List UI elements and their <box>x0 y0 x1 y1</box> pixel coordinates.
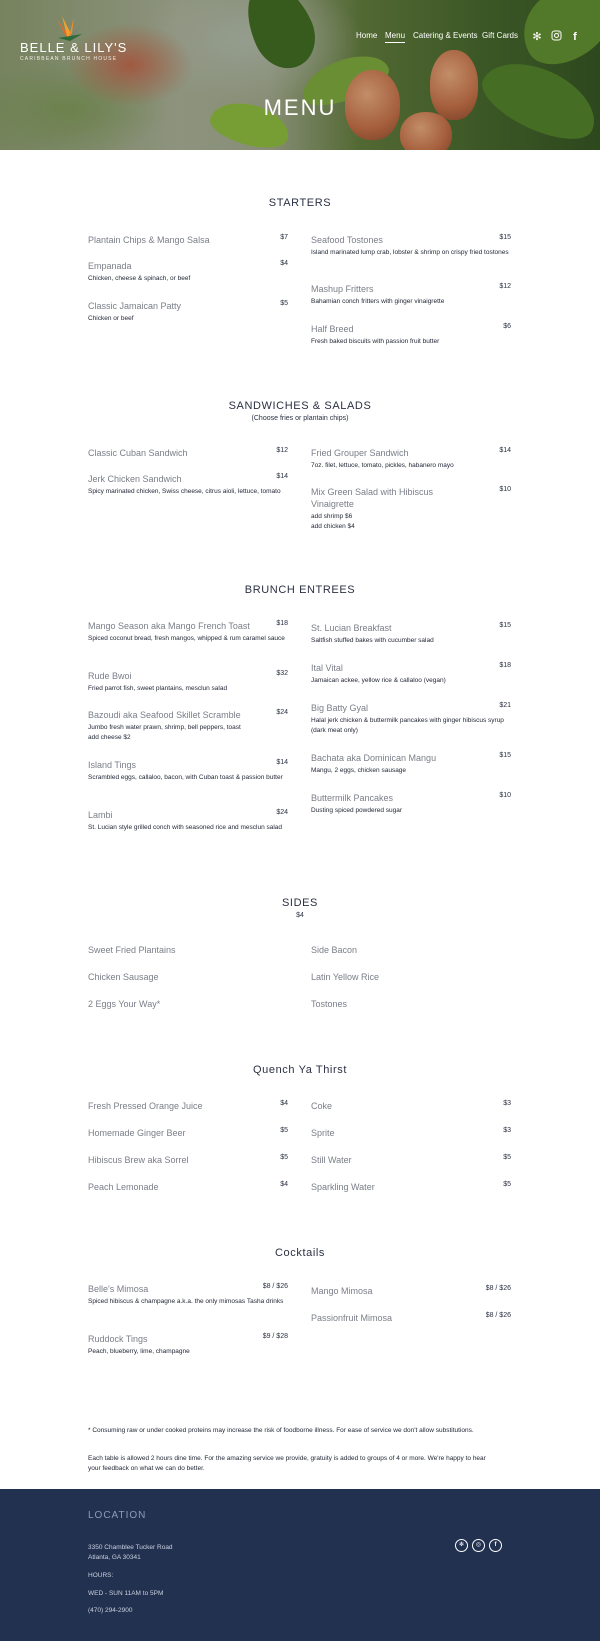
item-price: $5 <box>503 1181 511 1188</box>
menu-item <box>88 809 288 833</box>
item-description: Jamaican ackee, yellow rice & callaloo (vegan) <box>311 677 446 684</box>
item-description: Dusting spiced powdered sugar <box>311 807 403 814</box>
item-name: Mashup Fritters <box>311 284 374 294</box>
section-title-sandwiches: SANDWICHES & SALADS <box>228 400 372 412</box>
menu-item <box>311 1312 511 1324</box>
menu-item <box>311 1127 511 1139</box>
item-price: $14 <box>276 759 288 766</box>
menu-item <box>88 473 288 497</box>
item-name: Mango Season aka Mango French Toast <box>88 621 250 631</box>
hours-text: WED - SUN 11AM to 5PM <box>88 1590 164 1597</box>
menu-item <box>88 1100 288 1112</box>
item-price: $8 / $26 <box>262 1283 288 1290</box>
item-price: $24 <box>276 709 288 716</box>
item-price: $3 <box>503 1127 511 1134</box>
item-price: $4 <box>280 1181 288 1188</box>
menu-item <box>311 1285 511 1297</box>
item-price: $10 <box>499 792 511 799</box>
menu-item <box>311 971 511 983</box>
item-description: 7oz. filet, lettuce, tomato, pickles, habanero mayo <box>311 462 454 469</box>
item-name: Lambi <box>88 810 113 820</box>
logo-tagline: CARIBBEAN BRUNCH HOUSE <box>20 56 118 62</box>
allergy-note: * Consuming raw or under cooked proteins may increase the risk of foodborne illness. For ease of service we don't allow substitutions. <box>88 1427 474 1434</box>
instagram-icon[interactable] <box>549 30 563 44</box>
item-name: Side Bacon <box>311 945 358 955</box>
item-description: Bahamian conch fritters with ginger vinaigrette <box>311 298 445 305</box>
item-description: St. Lucian style grilled conch with seasoned rice and mesclun salad <box>88 824 283 831</box>
item-name: Classic Jamaican Patty <box>88 301 182 311</box>
item-name: Latin Yellow Rice <box>311 972 380 982</box>
item-name: Hibiscus Brew aka Sorrel <box>88 1155 189 1165</box>
item-description: Spiced hibiscus & champagne a.k.a. the only mimosas Tasha drinks <box>88 1298 284 1305</box>
section-title-brunch: BRUNCH ENTREES <box>244 584 356 596</box>
footer-title: LOCATION <box>88 1510 147 1521</box>
item-name: Rude Bwoi <box>88 671 132 681</box>
item-name: Homemade Ginger Beer <box>88 1128 186 1138</box>
item-price: $4 <box>280 260 288 267</box>
item-name: Fried Grouper Sandwich <box>311 448 409 458</box>
item-name: Island Tings <box>88 760 137 770</box>
item-name: Buttermilk Pancakes <box>311 793 394 803</box>
menu-item <box>88 447 288 459</box>
item-name: Ruddock Tings <box>88 1334 148 1344</box>
item-price: $15 <box>499 234 511 241</box>
menu-item <box>311 702 511 736</box>
menu-item <box>88 971 288 983</box>
facebook-icon[interactable]: f <box>489 1539 502 1552</box>
item-name: Mango Mimosa <box>311 1286 373 1296</box>
menu-item <box>311 283 511 307</box>
item-description: Spicy marinated chicken, Swiss cheese, citrus aioli, lettuce, tomato <box>88 488 281 495</box>
section-subtitle: $4 <box>296 912 304 919</box>
menu-item <box>88 1127 288 1139</box>
item-name: Empanada <box>88 261 132 271</box>
item-name: Big Batty Gyal <box>311 703 369 713</box>
phone-number[interactable]: (470) 294-2900 <box>88 1607 133 1614</box>
item-price: $12 <box>276 447 288 454</box>
item-description: add shrimp $6 add chicken $4 <box>311 513 355 530</box>
item-price: $4 <box>280 1100 288 1107</box>
item-description: Chicken, cheese & spinach, or beef <box>88 275 191 282</box>
menu-item <box>311 447 511 471</box>
menu-item <box>88 1333 288 1357</box>
menu-item <box>88 234 288 246</box>
menu-item <box>311 998 511 1010</box>
item-name: Peach Lemonade <box>88 1182 159 1192</box>
item-description: Spiced coconut bread, fresh mangos, whipped & rum caramel sauce <box>88 635 285 642</box>
item-price: $3 <box>503 1100 511 1107</box>
item-price: $14 <box>276 473 288 480</box>
logo-name: BELLE & LILY'S <box>20 40 128 55</box>
menu-item <box>311 944 511 956</box>
nav-gift-cards[interactable]: Gift Cards <box>482 31 519 40</box>
item-price: $8 / $26 <box>485 1312 511 1319</box>
item-name: St. Lucian Breakfast <box>311 623 392 633</box>
item-name: Bazoudi aka Seafood Skillet Scramble <box>88 710 241 720</box>
item-name: Fresh Pressed Orange Juice <box>88 1101 203 1111</box>
menu-item <box>88 260 288 284</box>
item-name: Ital Vital <box>311 663 343 673</box>
item-name: Sprite <box>311 1128 335 1138</box>
menu-item <box>311 622 511 646</box>
item-price: $32 <box>276 670 288 677</box>
item-price: $12 <box>499 283 511 290</box>
facebook-icon[interactable]: f <box>573 31 577 43</box>
item-name: Classic Cuban Sandwich <box>88 448 188 458</box>
item-name: 2 Eggs Your Way* <box>88 999 161 1009</box>
item-price: $7 <box>280 234 288 241</box>
item-description: Jumbo fresh water prawn, shrimp, bell peppers, toast add cheese $2 <box>88 724 241 741</box>
item-price: $5 <box>280 1127 288 1134</box>
yelp-icon[interactable]: ✻ <box>455 1539 468 1552</box>
item-price: $5 <box>280 300 288 307</box>
menu-item <box>88 944 288 956</box>
item-description: Chicken or beef <box>88 315 134 322</box>
page-title: MENU <box>263 95 337 120</box>
item-price: $15 <box>499 622 511 629</box>
item-name: Passionfruit Mimosa <box>311 1313 393 1323</box>
address-line-2: Atlanta, GA 30341 <box>88 1554 141 1561</box>
item-description: Peach, blueberry, lime, champagne <box>88 1348 190 1355</box>
item-name: Mix Green Salad with Hibiscus Vinaigrette <box>311 487 434 509</box>
menu-item <box>311 1154 511 1166</box>
item-description: Island marinated lump crab, lobster & shrimp on crispy fried tostones <box>311 249 509 256</box>
item-price: $8 / $26 <box>485 1285 511 1292</box>
item-price: $24 <box>276 809 288 816</box>
item-description: Scrambled eggs, callaloo, bacon, with Cuban toast & passion butter <box>88 774 283 781</box>
item-description: Fresh baked biscuits with passion fruit butter <box>311 338 440 345</box>
item-name: Coke <box>311 1101 333 1111</box>
menu-item <box>88 1181 288 1193</box>
menu-item <box>88 300 288 324</box>
item-price: $18 <box>499 662 511 669</box>
footer <box>0 1489 600 1641</box>
main-nav <box>0 31 600 47</box>
menu-item <box>311 662 511 686</box>
menu-item <box>88 759 288 783</box>
menu-item <box>88 998 288 1010</box>
menu-item <box>311 486 511 532</box>
item-description: Mangu, 2 eggs, chicken sausage <box>311 767 407 774</box>
item-name: Belle's Mimosa <box>88 1284 149 1294</box>
menu-item <box>311 792 511 816</box>
section-subtitle: (Choose fries or plantain chips) <box>251 415 349 422</box>
menu-item <box>88 709 288 743</box>
item-name: Jerk Chicken Sandwich <box>88 474 182 484</box>
hours-label: HOURS: <box>88 1572 114 1579</box>
item-price: $6 <box>503 323 511 330</box>
item-price: $10 <box>499 486 511 493</box>
menu-item <box>311 234 511 258</box>
menu-item <box>311 323 511 347</box>
menu-item <box>88 620 288 644</box>
menu-item <box>88 1283 288 1307</box>
item-price: $5 <box>503 1154 511 1161</box>
section-title-starters: STARTERS <box>268 197 332 209</box>
item-price: $18 <box>276 620 288 627</box>
nav-menu[interactable]: Menu <box>385 31 405 43</box>
menu-item <box>311 1100 511 1112</box>
item-price: $9 / $28 <box>262 1333 288 1340</box>
item-price: $14 <box>499 447 511 454</box>
item-price: $15 <box>499 752 511 759</box>
nav-catering-events[interactable]: Catering & Events <box>413 31 478 40</box>
menu-item <box>311 1181 511 1193</box>
menu-item <box>88 670 288 694</box>
menu-item <box>311 752 511 776</box>
yelp-icon[interactable]: ✻ <box>532 31 542 43</box>
item-name: Seafood Tostones <box>311 235 383 245</box>
section-title-drinks: Quench Ya Thirst <box>253 1064 347 1076</box>
item-price: $21 <box>499 702 511 709</box>
section-title-sides: SIDES <box>281 897 318 909</box>
item-name: Sparkling Water <box>311 1182 375 1192</box>
item-name: Half Breed <box>311 324 354 334</box>
item-name: Bachata aka Dominican Mangu <box>311 753 437 763</box>
item-name: Chicken Sausage <box>88 972 159 982</box>
item-name: Sweet Fried Plantains <box>88 945 176 955</box>
item-name: Still Water <box>311 1155 352 1165</box>
hero-banner <box>0 0 600 150</box>
item-name: Plantain Chips & Mango Salsa <box>88 235 210 245</box>
item-description: Fried parrot fish, sweet plantains, mesclun salad <box>88 685 228 692</box>
address-line-1: 3350 Chamblee Tucker Road <box>88 1544 173 1551</box>
section-title-cocktails: Cocktails <box>274 1247 326 1259</box>
item-price: $5 <box>280 1154 288 1161</box>
gratuity-note: Each table is allowed 2 hours dine time. For the amazing service we provide, gratuity is added to groups of 4 or more. We're happy to hear your feedback on what we can do better. <box>88 1455 486 1472</box>
instagram-icon[interactable]: ◎ <box>472 1539 485 1552</box>
item-description: Halal jerk chicken & buttermilk pancakes with ginger hibiscus syrup (dark meat only) <box>311 717 504 734</box>
menu-item <box>88 1154 288 1166</box>
item-name: Tostones <box>311 999 348 1009</box>
item-description: Saltfish stuffed bakes with cucumber salad <box>311 637 434 644</box>
nav-home[interactable]: Home <box>356 31 378 40</box>
